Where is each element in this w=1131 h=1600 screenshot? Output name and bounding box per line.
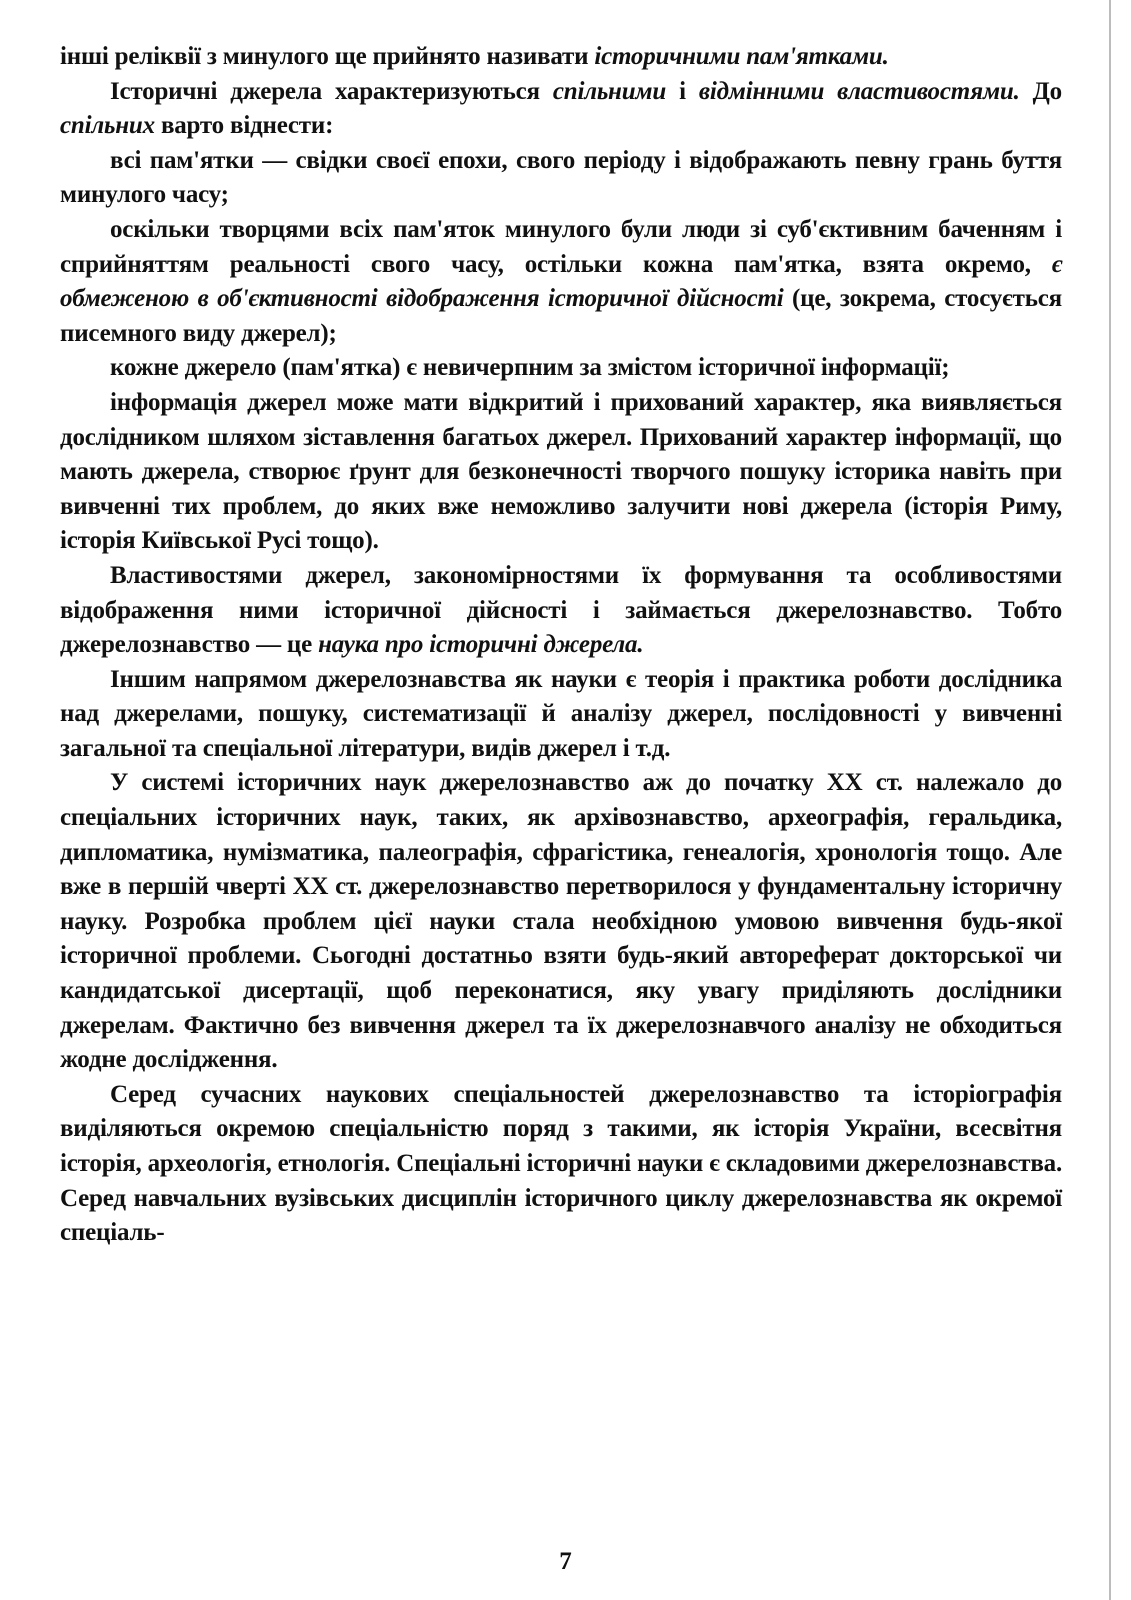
body-text	[60, 40, 1062, 1251]
paragraph	[60, 663, 1062, 767]
text-run: інші реліквії з минулого ще прийнято називати	[60, 43, 595, 70]
paragraph	[60, 559, 1062, 663]
page-edge-line	[1109, 0, 1111, 1600]
page-number: 7	[559, 1548, 572, 1575]
text-run: Властивостями джерел, закономірностями їх формування та особливостями відображення ними історичної дійсності і займається джерелознавство. Тобто джерелознавство — це	[60, 561, 1062, 659]
italic-text-run: спільних	[60, 112, 155, 140]
text-run: інформація джерел може мати відкритий і прихований характер, яка виявляється дослідником шляхом зіставлення багатьох джерел. Прихований характер інформації, що мають джерела, створює ґрунт для безконечності творчого пошуку історика навіть при вивченні тих проблем, до яких вже неможливо залучити нові джерела (історія Риму, історія Київської Русі тощо).	[60, 388, 1062, 555]
text-run: Іншим напрямом джерелознавства як науки є теорія і практика роботи дослідника над джерелами, пошуку, систематизації й аналізу джерел, послідовності у вивченні загальної та спеціальної літератури, видів джерел і т.д.	[60, 665, 1062, 762]
paragraph	[60, 766, 1062, 1077]
text-run: До	[1019, 77, 1062, 105]
text-run: Історичні джерела характеризуються	[110, 77, 553, 105]
italic-text-run: відмінними властивостями.	[698, 77, 1020, 105]
text-run: всі пам'ятки — свідки своєї епохи, свого періоду і відображають певну грань буття минулого часу;	[60, 146, 1062, 209]
text-run: У системі історичних наук джерелознавство аж до початку XX ст. належало до спеціальних історичних наук, таких, як архівознавство, археографія, геральдика, дипломатика, нумізматика, палеографія, сфрагістика, генеалогія, хронологія тощо. Але вже в першій чверті XX ст. джерелознавство перетворилося у фундаментальну історичну науку. Розробка проблем цієї науки стала необхідною умовою вивчення будь-якої історичної проблеми. Сьогодні достатньо взяти будь-який автореферат докторської чи кандидатської дисертації, щоб переконатися, яку увагу приділяють дослідники джерелам. Фактично без вивчення джерел та їх джерелознавчого аналізу не обходиться жодне дослідження.	[60, 769, 1062, 1074]
text-run: кожне джерело (пам'ятка) є невичерпним за змістом історичної інформації;	[110, 354, 950, 382]
paragraph	[60, 1078, 1062, 1251]
paragraph	[60, 213, 1062, 351]
italic-text-run: є обмеженою в об'єктивності відображення історичної дійсності	[60, 250, 1062, 313]
paragraph	[60, 144, 1062, 213]
text-run: (це, зокрема, стосується писемного виду джерел);	[60, 285, 1062, 347]
italic-text-run: спільними	[552, 77, 667, 105]
text-run: варто віднести:	[154, 112, 334, 140]
text-run: і	[666, 77, 699, 105]
paragraph	[60, 75, 1062, 144]
paragraph	[60, 351, 1062, 386]
italic-text-run: наука про історичні джерела.	[318, 631, 644, 659]
text-run: Серед сучасних наукових спеціальностей джерелознавство та історіографія виділяються окремою спеціальністю поряд з такими, як історія України, всесвітня історія, археологія, етнологія. Спеціальні історичні науки є складовими джерелознавства. Серед навчальних вузівських дисциплін історичного циклу джерелознавства як окремої спеціаль-	[60, 1080, 1062, 1247]
paragraph	[60, 40, 1062, 75]
text-run: оскільки творцями всіх пам'яток минулого були люди зі суб'єктивним баченням і сприйняттям реальності свого часу, остільки кожна пам'ятка, взята окремо,	[60, 215, 1062, 278]
italic-text-run: історичними пам'ятками.	[594, 43, 889, 70]
paragraph	[60, 386, 1062, 559]
